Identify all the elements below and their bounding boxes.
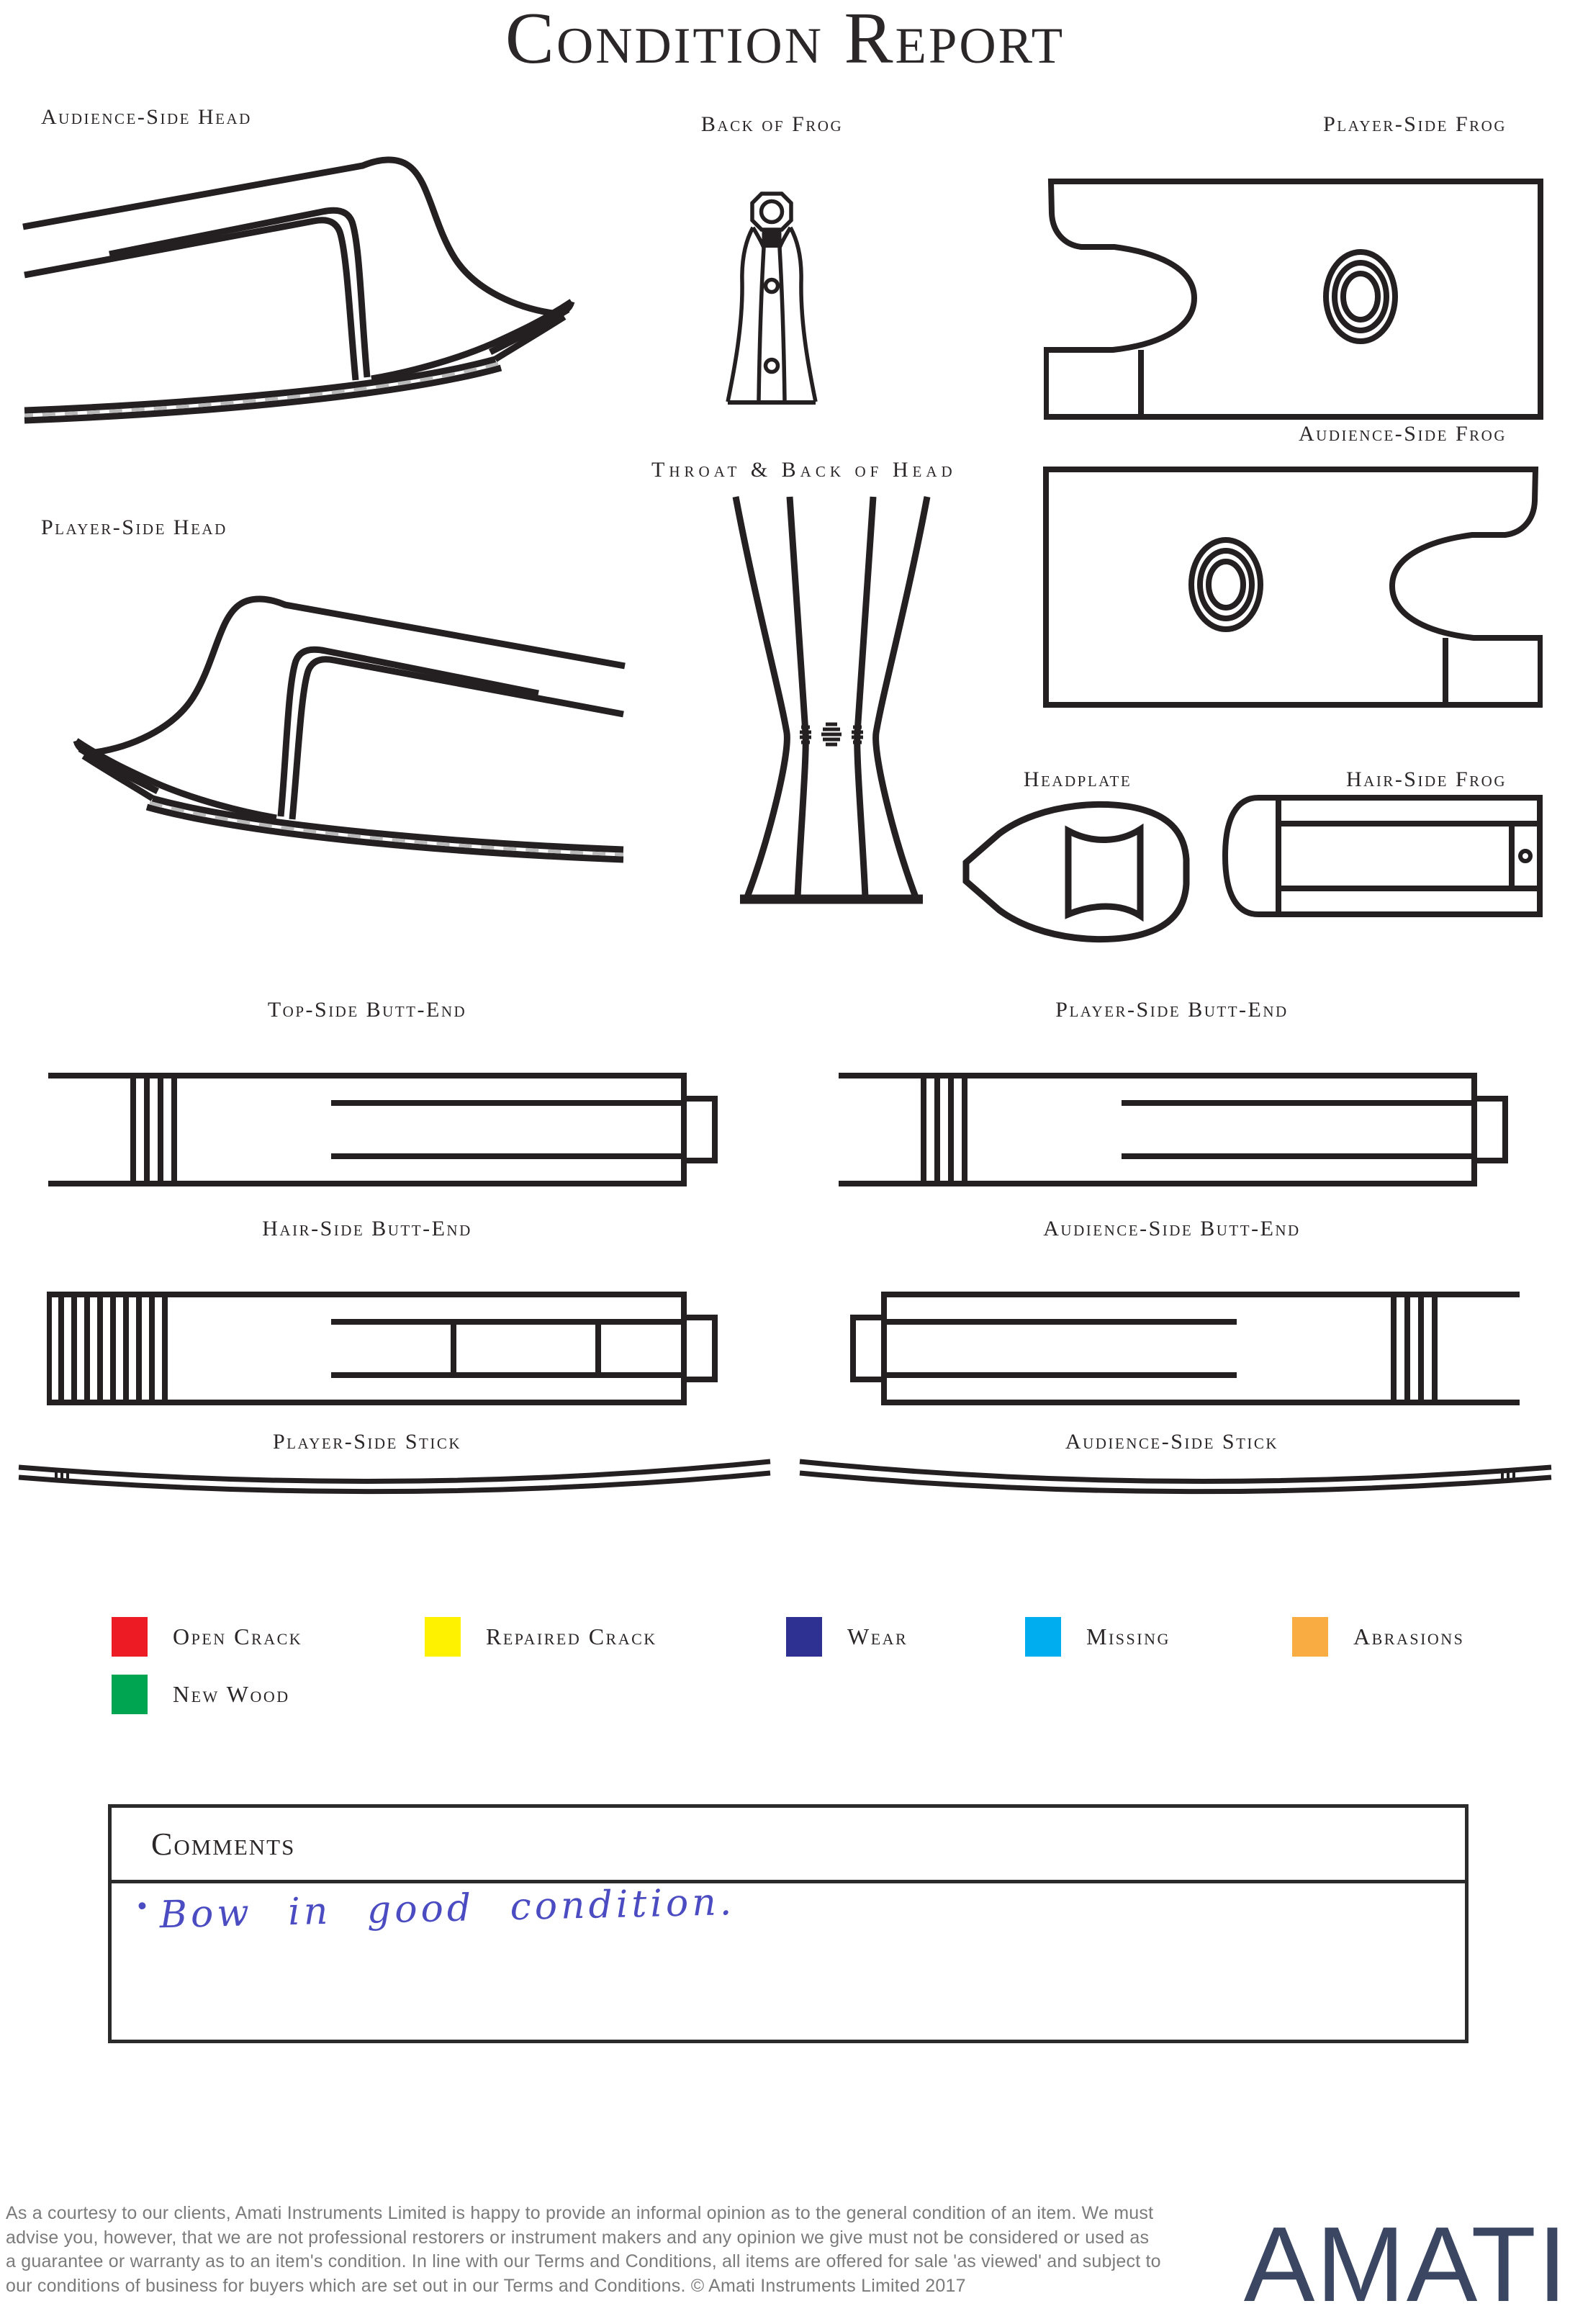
audience-side-stick-label: Audience-Side Stick	[1065, 1430, 1279, 1454]
throat-back-of-head-label: Throat & Back of Head	[651, 458, 957, 482]
player-side-butt-end-diagram	[837, 1068, 1521, 1191]
new-wood-label: New Wood	[173, 1681, 290, 1707]
abrasions-swatch	[1292, 1617, 1328, 1657]
open-crack-label: Open Crack	[173, 1623, 303, 1649]
hair-side-frog-label: Hair-Side Frog	[1345, 767, 1507, 791]
back-of-frog-label: Back of Frog	[700, 112, 844, 136]
player-side-stick-diagram	[13, 1446, 776, 1510]
missing-label: Missing	[1086, 1623, 1170, 1649]
footer-line: our conditions of business for buyers which are set out in our Terms and Conditions. © Amati Instruments Limited 2017	[6, 2275, 966, 2296]
audience-side-frog-diagram	[1042, 467, 1543, 708]
handwritten-bullet: •	[135, 1892, 150, 1922]
open-crack-swatch	[112, 1617, 148, 1657]
repaired-crack-swatch	[425, 1617, 461, 1657]
new-wood-swatch	[112, 1675, 148, 1714]
hair-side-butt-end-diagram	[47, 1287, 731, 1410]
wear-label: Wear	[847, 1623, 908, 1649]
audience-side-head-diagram	[14, 135, 633, 474]
hair-side-frog-diagram	[1217, 795, 1544, 917]
handwritten-note	[135, 1879, 736, 1937]
top-side-butt-end-diagram	[47, 1068, 731, 1191]
repaired-crack-label: Repaired Crack	[486, 1623, 657, 1649]
comments-heading: Comments	[151, 1826, 296, 1862]
player-side-frog-diagram	[1044, 179, 1544, 420]
handwritten-text: Bow in good condition.	[159, 1881, 736, 1937]
throat-back-of-head-diagram	[720, 495, 943, 909]
audience-side-head-label: Audience-Side Head	[41, 105, 252, 129]
comments-header	[112, 1808, 1465, 1883]
footer-line: advise you, however, that we are not professional restorers or instrument makers and any opinion we give must not be considered or used as	[6, 2227, 1150, 2248]
player-side-frog-label: Player-Side Frog	[1323, 112, 1507, 136]
player-side-butt-end-label: Player-Side Butt-End	[1055, 998, 1289, 1022]
audience-side-stick-diagram	[794, 1446, 1557, 1510]
comments-box	[108, 1804, 1469, 2043]
headplate-diagram	[959, 795, 1196, 950]
hair-side-butt-end-label: Hair-Side Butt-End	[262, 1217, 472, 1240]
player-side-stick-label: Player-Side Stick	[272, 1430, 462, 1454]
wear-swatch	[786, 1617, 822, 1657]
player-side-head-diagram	[14, 575, 633, 913]
footer-disclaimer	[6, 2202, 1186, 2298]
amati-logo: AMATI	[1243, 2205, 1569, 2324]
footer-line: As a courtesy to our clients, Amati Instruments Limited is happy to provide an informal opinion as to the general condition of an item. We must	[6, 2203, 1154, 2223]
audience-side-butt-end-label: Audience-Side Butt-End	[1043, 1217, 1301, 1240]
footer-line: a guarantee or warranty as to an item's condition. In line with our Terms and Conditions, all items are offered for sale 'as viewed' and subject to	[6, 2251, 1161, 2271]
audience-side-frog-label: Audience-Side Frog	[1298, 422, 1507, 446]
top-side-butt-end-label: Top-Side Butt-End	[267, 998, 467, 1022]
headplate-label: Headplate	[1023, 767, 1132, 791]
missing-swatch	[1025, 1617, 1061, 1657]
abrasions-label: Abrasions	[1353, 1623, 1465, 1649]
audience-side-butt-end-diagram	[837, 1287, 1521, 1410]
player-side-head-label: Player-Side Head	[41, 515, 227, 539]
back-of-frog-diagram	[720, 192, 824, 407]
page-title: Condition Report	[505, 0, 1065, 79]
